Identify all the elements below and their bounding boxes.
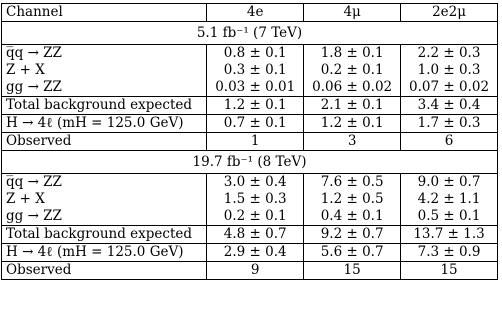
row-label: H → 4ℓ (mH = 125.0 GeV) xyxy=(2,115,207,133)
cell-4e: 1.2 ± 0.1 xyxy=(207,97,304,115)
row-label: Observed xyxy=(2,133,207,151)
observed-row xyxy=(2,262,498,280)
cell-2e2mu: 0.5 ± 0.1 xyxy=(401,208,498,226)
section-title: 19.7 fb⁻¹ (8 TeV) xyxy=(2,151,498,174)
row-label: gg → ZZ xyxy=(2,208,207,226)
cell-4e: 1.5 ± 0.3 xyxy=(207,191,304,208)
cell-2e2mu: 15 xyxy=(401,262,498,280)
higgs-signal-row xyxy=(2,244,498,262)
cell-2e2mu: 1.7 ± 0.3 xyxy=(401,115,498,133)
table-row xyxy=(2,79,498,97)
header-2e2mu: 2e2μ xyxy=(401,4,498,22)
cell-2e2mu: 9.0 ± 0.7 xyxy=(401,174,498,192)
header-4mu: 4μ xyxy=(304,4,401,22)
row-label: H → 4ℓ (mH = 125.0 GeV) xyxy=(2,244,207,262)
yields-table xyxy=(1,3,498,280)
section-header-8tev xyxy=(2,151,498,174)
table-row xyxy=(2,208,498,226)
cell-4e: 0.3 ± 0.1 xyxy=(207,62,304,79)
row-label: Total background expected xyxy=(2,97,207,115)
row-label: q̅q → ZZ xyxy=(2,45,207,63)
row-label: Z + X xyxy=(2,191,207,208)
header-channel: Channel xyxy=(2,4,207,22)
table-row xyxy=(2,191,498,208)
cell-4mu: 9.2 ± 0.7 xyxy=(304,226,401,244)
cell-4mu: 0.2 ± 0.1 xyxy=(304,62,401,79)
cell-2e2mu: 13.7 ± 1.3 xyxy=(401,226,498,244)
cell-2e2mu: 3.4 ± 0.4 xyxy=(401,97,498,115)
cell-2e2mu: 7.3 ± 0.9 xyxy=(401,244,498,262)
row-label: gg → ZZ xyxy=(2,79,207,97)
row-label: Z + X xyxy=(2,62,207,79)
row-label: q̅q → ZZ xyxy=(2,174,207,192)
cell-4mu: 5.6 ± 0.7 xyxy=(304,244,401,262)
section-header-7tev xyxy=(2,22,498,45)
cell-4mu: 1.2 ± 0.5 xyxy=(304,191,401,208)
cell-2e2mu: 4.2 ± 1.1 xyxy=(401,191,498,208)
higgs-signal-row xyxy=(2,115,498,133)
header-row xyxy=(2,4,498,22)
total-background-row xyxy=(2,97,498,115)
cell-4mu: 1.2 ± 0.1 xyxy=(304,115,401,133)
table-row xyxy=(2,45,498,63)
table-row xyxy=(2,174,498,192)
cell-4e: 2.9 ± 0.4 xyxy=(207,244,304,262)
cell-4e: 0.7 ± 0.1 xyxy=(207,115,304,133)
cell-4mu: 15 xyxy=(304,262,401,280)
total-background-row xyxy=(2,226,498,244)
table-row xyxy=(2,62,498,79)
cell-4mu: 2.1 ± 0.1 xyxy=(304,97,401,115)
section-title: 5.1 fb⁻¹ (7 TeV) xyxy=(2,22,498,45)
cell-2e2mu: 6 xyxy=(401,133,498,151)
cell-4mu: 1.8 ± 0.1 xyxy=(304,45,401,63)
cell-2e2mu: 1.0 ± 0.3 xyxy=(401,62,498,79)
cell-4e: 9 xyxy=(207,262,304,280)
cell-4mu: 7.6 ± 0.5 xyxy=(304,174,401,192)
observed-row xyxy=(2,133,498,151)
row-label: Observed xyxy=(2,262,207,280)
cell-4mu: 0.06 ± 0.02 xyxy=(304,79,401,97)
cell-2e2mu: 0.07 ± 0.02 xyxy=(401,79,498,97)
cell-4mu: 0.4 ± 0.1 xyxy=(304,208,401,226)
cell-2e2mu: 2.2 ± 0.3 xyxy=(401,45,498,63)
cell-4e: 1 xyxy=(207,133,304,151)
cell-4e: 0.2 ± 0.1 xyxy=(207,208,304,226)
cell-4e: 3.0 ± 0.4 xyxy=(207,174,304,192)
cell-4e: 0.03 ± 0.01 xyxy=(207,79,304,97)
header-4e: 4e xyxy=(207,4,304,22)
cell-4e: 0.8 ± 0.1 xyxy=(207,45,304,63)
cell-4mu: 3 xyxy=(304,133,401,151)
row-label: Total background expected xyxy=(2,226,207,244)
cell-4e: 4.8 ± 0.7 xyxy=(207,226,304,244)
